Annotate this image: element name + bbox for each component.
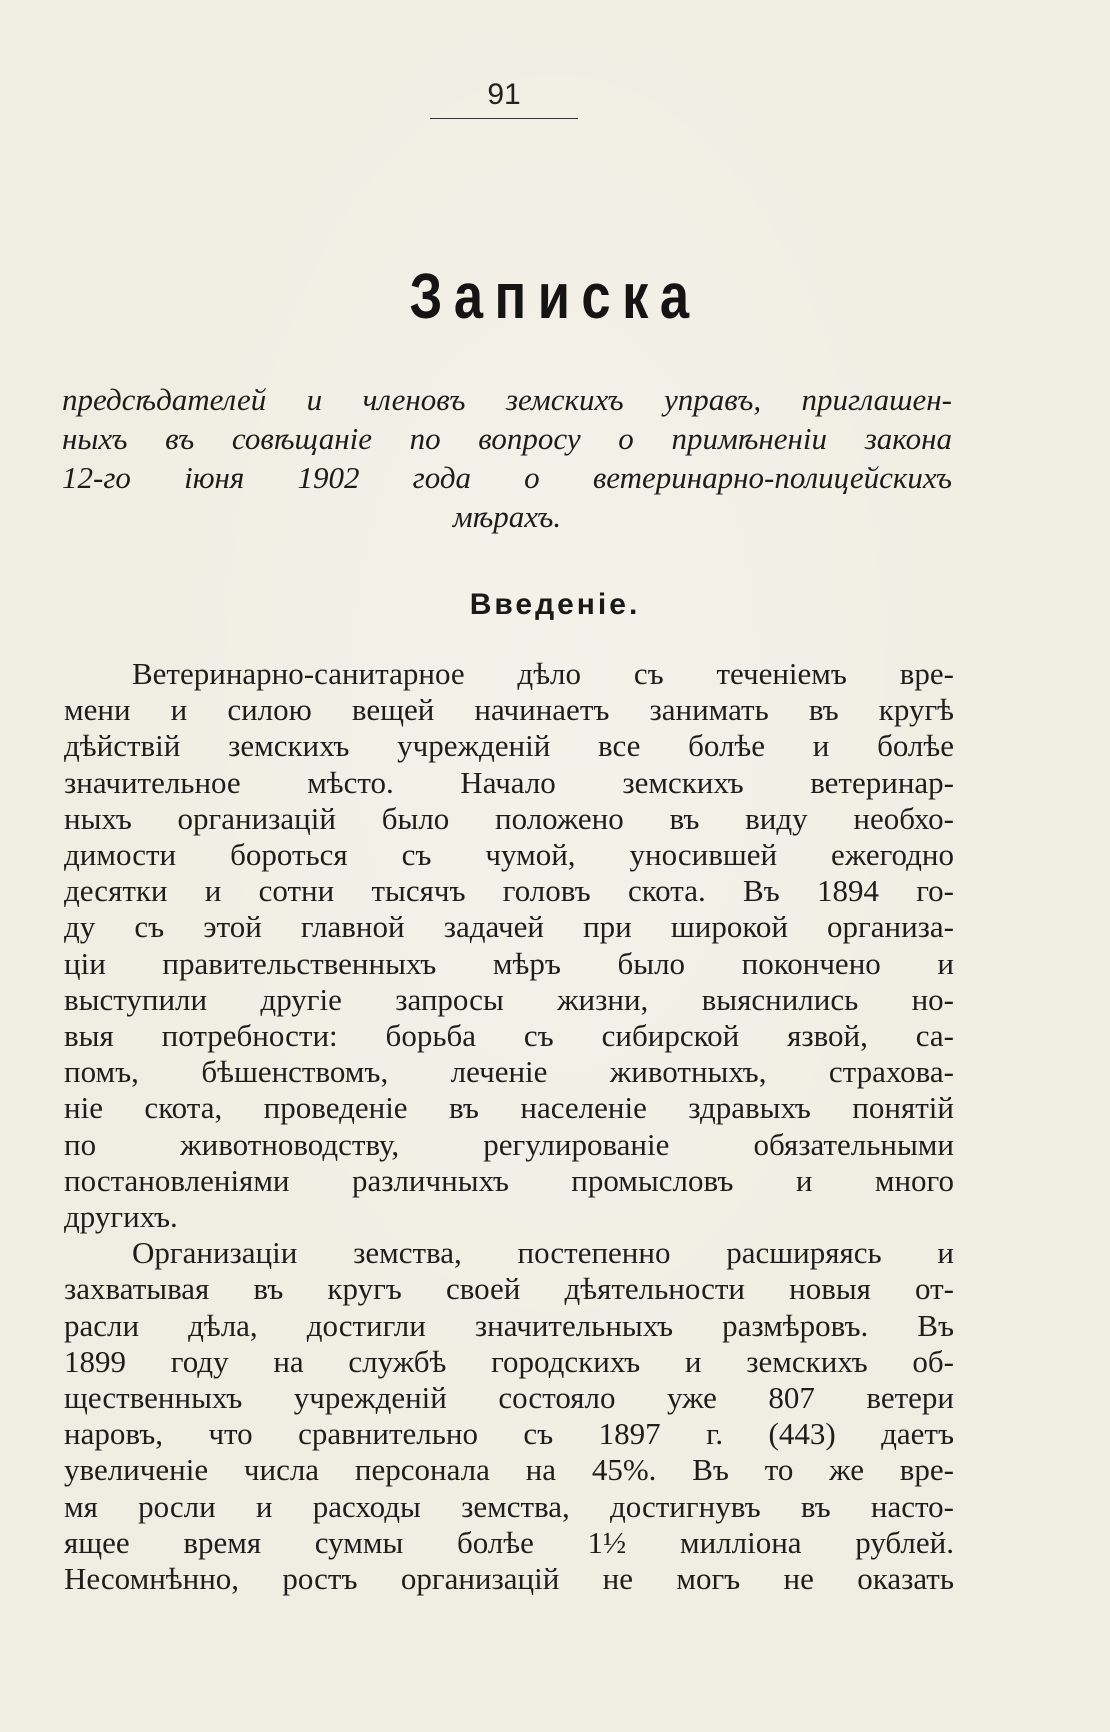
body-line: выя потребности: борьба съ сибирской язвой, са- [64, 1018, 954, 1054]
body-line: постановленіями различныхъ промысловъ и много [64, 1162, 954, 1198]
body-line: Организаціи земства, постепенно расширяясь и [132, 1235, 954, 1271]
body-line: ныхъ организацій было положено въ виду необхо- [64, 800, 954, 836]
body-line: 1899 году на службѣ городскихъ и земскихъ об- [64, 1343, 954, 1379]
header-rule [430, 118, 578, 119]
body-line: димости бороться съ чумой, уносившей ежегодно [64, 837, 954, 873]
page-header [430, 78, 578, 119]
body-line: увеличеніе числа персонала на 45%. Въ то же вре- [64, 1452, 954, 1488]
subtitle-line: предсѣдателей и членовъ земскихъ управъ, приглашен- [62, 382, 952, 417]
body-line: мя росли и расходы земства, достигнувъ въ насто- [64, 1488, 954, 1524]
body-line: по животноводству, регулированіе обязательными [64, 1126, 954, 1162]
body-line: ціи правительственныхъ мѣръ было покончено и [64, 945, 954, 981]
body-line: десятки и сотни тысячъ головъ скота. Въ 1894 го- [64, 873, 954, 909]
body-line: дѣйствій земскихъ учрежденій все болѣе и болѣе [64, 728, 954, 764]
body-line: наровъ, что сравнительно съ 1897 г. (443) даетъ [64, 1416, 954, 1452]
body-line: расли дѣла, достигли значительныхъ размѣровъ. Въ [64, 1307, 954, 1343]
body-line: ду съ этой главной задачей при широкой организа- [64, 909, 954, 945]
subtitle-line: 12-го іюня 1902 года о ветеринарно-полицейскихъ [62, 460, 952, 495]
body-line: ніе скота, проведеніе въ населеніе здравыхъ понятій [64, 1090, 954, 1126]
body-line: выступили другіе запросы жизни, выяснились но- [64, 981, 954, 1017]
body-line: другихъ. [64, 1199, 178, 1235]
subtitle-line: мѣрахъ. [452, 499, 562, 534]
body-text [64, 656, 954, 1597]
body-line: значительное мѣсто. Начало земскихъ ветеринар- [64, 764, 954, 800]
section-heading: Введеніе. [469, 588, 641, 621]
body-line: Ветеринарно-санитарное дѣло съ теченіемъ вре- [132, 656, 954, 691]
subtitle [62, 380, 952, 536]
page-number: 91 [487, 78, 521, 111]
body-line: щественныхъ учрежденій состояло уже 807 ветери [64, 1380, 954, 1416]
page-title: Записка [409, 260, 701, 332]
body-line: Несомнѣнно, ростъ организацій не могъ не оказать [64, 1561, 954, 1597]
subtitle-line: ныхъ въ совѣщаніе по вопросу о примѣненіи закона [62, 421, 952, 456]
body-line: помъ, бѣшенствомъ, леченіе животныхъ, страхова- [64, 1054, 954, 1090]
body-line: захватывая въ кругъ своей дѣятельности новыя от- [64, 1271, 954, 1307]
body-line: ящее время суммы болѣе 1½ милліона рублей. [64, 1524, 954, 1560]
body-line: мени и силою вещей начинаетъ занимать въ кругѣ [64, 692, 954, 728]
